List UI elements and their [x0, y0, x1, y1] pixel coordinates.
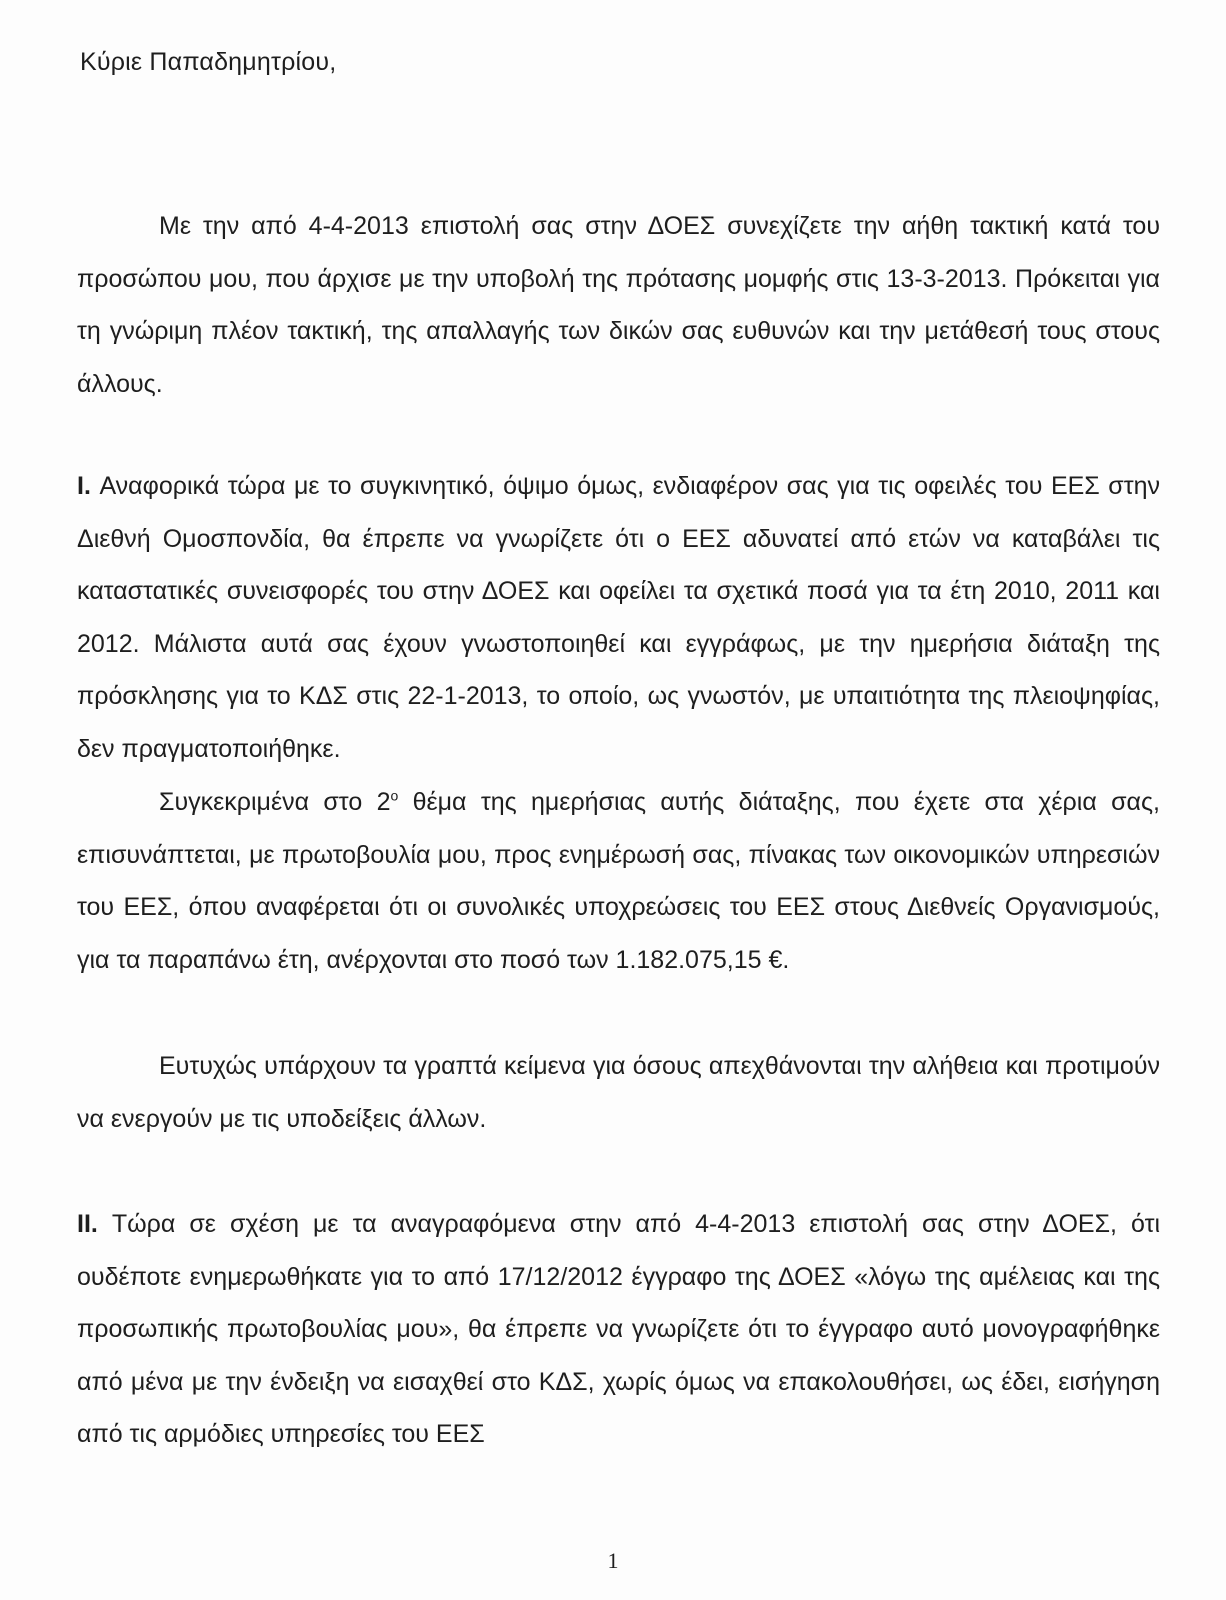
salutation: Κύριε Παπαδημητρίου, — [80, 48, 337, 76]
paragraph-section-1 — [77, 460, 1160, 775]
section-numeral: I. — [77, 472, 91, 500]
paragraph-text-end: θέμα της ημερήσιας αυτής διάταξης, που έχετε στα χέρια σας, επισυνάπτεται, με πρωτοβουλία μου, προς ενημέρωσή σας, πίνακας των οικονομικών υπηρεσιών του ΕΕΣ, όπου αναφέρεται ότι οι συνολικές υποχρεώσεις του ΕΕΣ στους Διεθνείς Οργανισμούς, για τα παραπάνω έτη, ανέρχονται στο ποσό των 1.182.075,15 €. — [77, 788, 1160, 974]
paragraph-intro — [77, 200, 1160, 410]
paragraph-text-start: Συγκεκριμένα στο 2 — [159, 788, 391, 816]
paragraph-text: Με την από 4-4-2013 επιστολή σας στην ΔΟΕΣ συνεχίζετε την αήθη τακτική κατά του προσώπου μου, που άρχισε με την υποβολή της πρότασης μομφής στις 13-3-2013. Πρόκειται για τη γνώριμη πλέον τακτική, της απαλλαγής των δικών σας ευθυνών και την μετάθεσή τους στους άλλους. — [77, 212, 1160, 398]
paragraph-text: Αναφορικά τώρα με το συγκινητικό, όψιμο όμως, ενδιαφέρον σας για τις οφειλές του ΕΕΣ στην Διεθνή Ομοσπονδία, θα έπρεπε να γνωρίζετε ότι ο ΕΕΣ αδυνατεί από ετών να καταβάλει τις καταστατικές συνεισφορές του στην ΔΟΕΣ και οφείλει τα σχετικά ποσά για τα έτη 2010, 2011 και 2012. Μάλιστα αυτά σας έχουν γνωστοποιηθεί και εγγράφως, με την ημερήσια διάταξη της πρόσκλησης για το ΚΔΣ στις 22-1-2013, το οποίο, ως γνωστόν, με υπαιτιότητα της πλειοψηφίας, δεν πραγματοποιήθηκε. — [77, 472, 1160, 763]
paragraph-remark — [77, 1040, 1160, 1145]
paragraph-details — [77, 776, 1160, 986]
section-numeral: II. — [77, 1210, 98, 1238]
paragraph-text: Τώρα σε σχέση με τα αναγραφόμενα στην από 4-4-2013 επιστολή σας στην ΔΟΕΣ, ότι ουδέποτε ενημερωθήκατε για το από 17/12/2012 έγγραφο της ΔΟΕΣ «λόγω της αμέλειας και της προσωπικής πρωτοβουλίας μου», θα έπρεπε να γνωρίζετε ότι το έγγραφο αυτό μονογραφήθηκε από μένα με την ένδειξη να εισαχθεί στο ΚΔΣ, χωρίς όμως να επακολουθήσει, ως έδει, εισήγηση από τις αρμόδιες υπηρεσίες του ΕΕΣ — [77, 1210, 1161, 1448]
paragraph-text: Ευτυχώς υπάρχουν τα γραπτά κείμενα για όσους απεχθάνονται την αλήθεια και προτιμούν να ενεργούν με τις υποδείξεις άλλων. — [77, 1052, 1160, 1133]
ordinal-superscript: ο — [390, 787, 399, 804]
paragraph-section-2 — [77, 1198, 1160, 1461]
page-number: 1 — [607, 1548, 619, 1573]
